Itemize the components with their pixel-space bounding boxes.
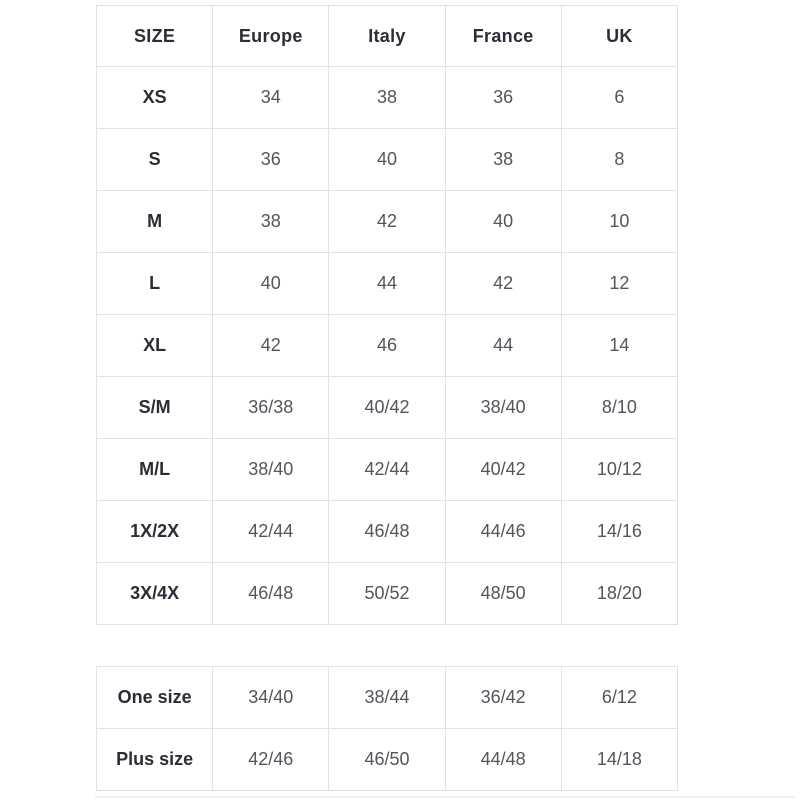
value-cell: 46 [329,315,445,377]
one-size-conversion-table [96,666,678,791]
value-cell: 38/44 [329,667,445,729]
value-cell: 10/12 [561,439,677,501]
value-cell: 40/42 [445,439,561,501]
size-label-cell: S [97,129,213,191]
table-row-onesize [97,667,678,729]
value-cell: 48/50 [445,563,561,625]
value-cell: 34 [213,67,329,129]
value-cell: 18/20 [561,563,677,625]
value-cell: 42/46 [213,729,329,791]
header-cell-uk: UK [561,6,677,67]
value-cell: 38 [213,191,329,253]
size-conversion-table [96,5,678,625]
header-cell-italy: Italy [329,6,445,67]
value-cell: 42 [329,191,445,253]
value-cell: 36 [445,67,561,129]
value-cell: 44 [445,315,561,377]
bottom-divider [95,796,795,798]
header-cell-size: SIZE [97,6,213,67]
value-cell: 12 [561,253,677,315]
value-cell: 46/48 [213,563,329,625]
size-label-cell: 1X/2X [97,501,213,563]
value-cell: 8/10 [561,377,677,439]
value-cell: 36/42 [445,667,561,729]
value-cell: 40 [213,253,329,315]
value-cell: 38 [329,67,445,129]
value-cell: 14 [561,315,677,377]
value-cell: 6 [561,67,677,129]
size-label-cell: S/M [97,377,213,439]
size-label-cell: One size [97,667,213,729]
value-cell: 44 [329,253,445,315]
size-label-cell: XS [97,67,213,129]
size-label-cell: XL [97,315,213,377]
value-cell: 40 [329,129,445,191]
size-label-cell: 3X/4X [97,563,213,625]
value-cell: 46/50 [329,729,445,791]
header-cell-france: France [445,6,561,67]
value-cell: 42/44 [213,501,329,563]
header-row [97,6,678,67]
table-row-s [97,129,678,191]
value-cell: 14/16 [561,501,677,563]
header-cell-europe: Europe [213,6,329,67]
table-row-xl [97,315,678,377]
size-label-cell: M/L [97,439,213,501]
table-row-xs [97,67,678,129]
table-row-3x4x [97,563,678,625]
value-cell: 8 [561,129,677,191]
value-cell: 38/40 [213,439,329,501]
table-row-1x2x [97,501,678,563]
value-cell: 42/44 [329,439,445,501]
size-label-cell: L [97,253,213,315]
value-cell: 36/38 [213,377,329,439]
value-cell: 44/46 [445,501,561,563]
value-cell: 40 [445,191,561,253]
value-cell: 46/48 [329,501,445,563]
table-row-sm [97,377,678,439]
table-row-l [97,253,678,315]
value-cell: 42 [445,253,561,315]
value-cell: 14/18 [561,729,677,791]
value-cell: 38 [445,129,561,191]
table-row-plussize [97,729,678,791]
value-cell: 34/40 [213,667,329,729]
value-cell: 38/40 [445,377,561,439]
size-label-cell: M [97,191,213,253]
value-cell: 10 [561,191,677,253]
table-row-ml [97,439,678,501]
value-cell: 36 [213,129,329,191]
value-cell: 6/12 [561,667,677,729]
table-row-m [97,191,678,253]
value-cell: 50/52 [329,563,445,625]
size-label-cell: Plus size [97,729,213,791]
value-cell: 44/48 [445,729,561,791]
value-cell: 42 [213,315,329,377]
value-cell: 40/42 [329,377,445,439]
